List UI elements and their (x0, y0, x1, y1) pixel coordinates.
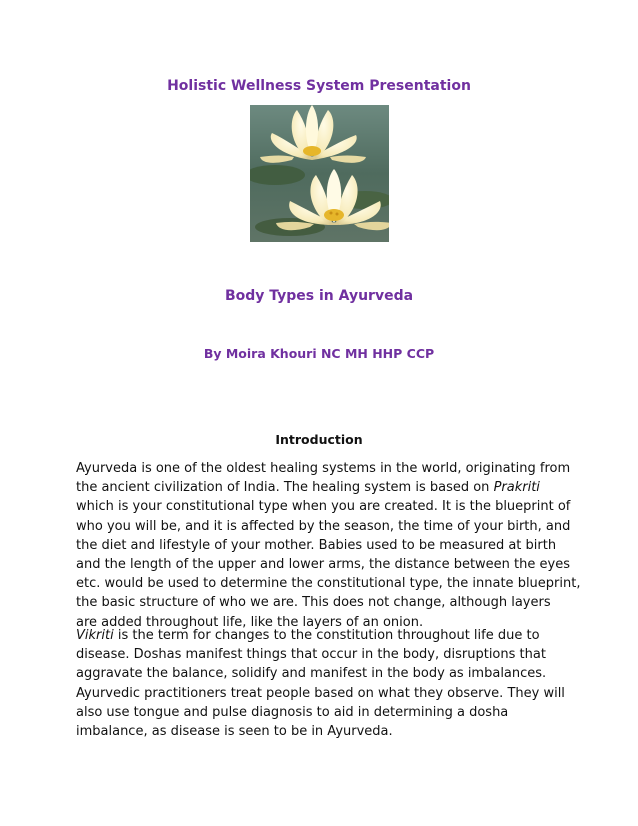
paragraph-line: which is your constitutional type when you are created. It is the blueprint of (76, 499, 571, 515)
author-byline: By Moira Khouri NC MH HHP CCP (203, 346, 435, 361)
emphasized-term: Prakriti (493, 480, 540, 496)
text-fragment: the ancient civilization of India. The healing system is based on (76, 480, 494, 496)
paragraph-line (76, 478, 566, 497)
emphasized-term: Vikriti (76, 628, 114, 643)
paragraph-line: Ayurveda is one of the oldest healing systems in the world, originating from (76, 461, 571, 476)
paragraph-line (76, 626, 566, 645)
paragraph-line: imbalance, as disease is seen to be in Ayurveda. (76, 724, 393, 740)
paragraph-line: also use tongue and pulse diagnosis to aid in determining a dosha (76, 704, 509, 720)
intro-paragraph (76, 459, 581, 632)
text-fragment: is the term for changes to the constitution throughout life due to (113, 628, 540, 643)
paragraph-line: who you will be, and it is affected by the season, the time of your birth, and (76, 518, 571, 534)
water-lily-photo (250, 105, 389, 242)
section-heading: Introduction (275, 432, 363, 447)
paragraph-line: disease. Doshas manifest things that occur in the body, disruptions that (76, 647, 546, 663)
page-title: Holistic Wellness System Presentation (167, 78, 471, 94)
presentation-subtitle: Body Types in Ayurveda (224, 288, 414, 304)
paragraph-line: the basic structure of who we are. This does not change, although layers (76, 595, 551, 611)
paragraph-line: are added throughout life, like the layers of an onion. (76, 614, 424, 630)
vikriti-paragraph (76, 626, 566, 741)
paragraph-line: Ayurvedic practitioners treat people based on what they observe. They will (76, 685, 565, 701)
paragraph-line: the diet and lifestyle of your mother. Babies used to be measured at birth (76, 537, 557, 553)
paragraph-line: etc. would be used to determine the constitutional type, the innate blueprint, (76, 576, 581, 592)
paragraph-line: aggravate the balance, solidify and manifest in the body as imbalances. (76, 666, 547, 682)
paragraph-line: and the length of the upper and lower arms, the distance between the eyes (76, 557, 570, 573)
